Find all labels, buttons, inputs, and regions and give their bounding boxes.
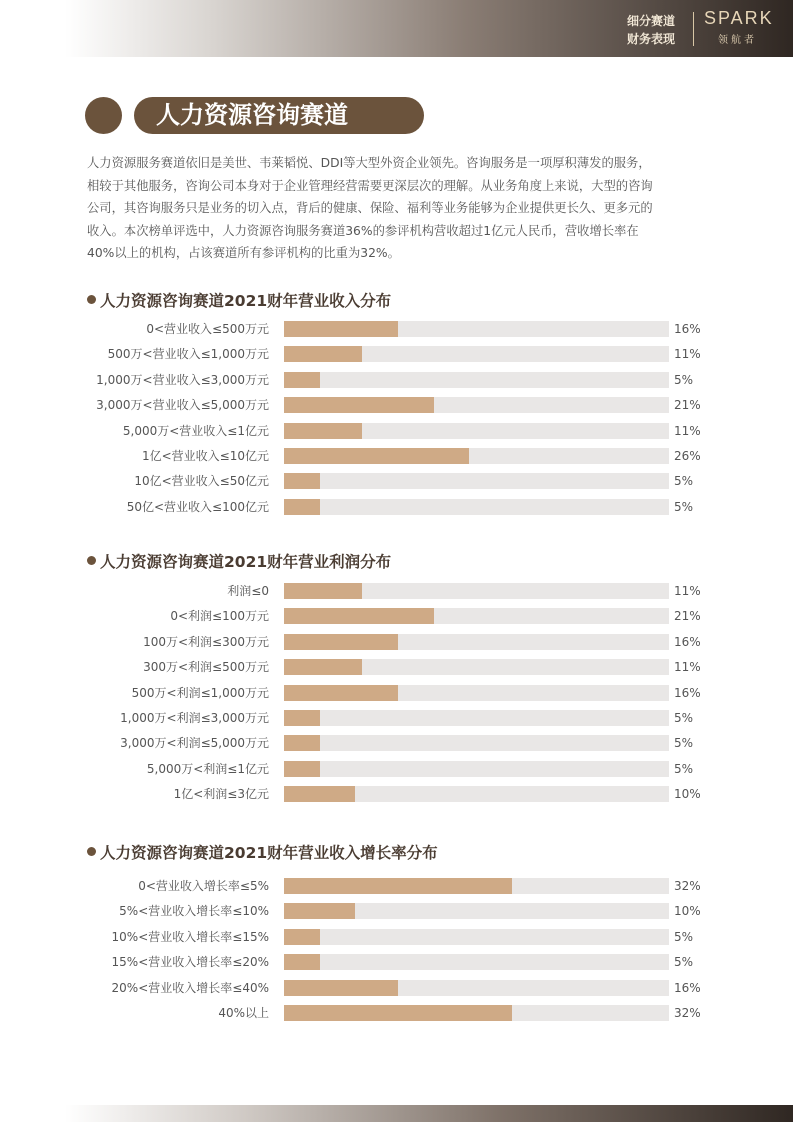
value-label: 5% xyxy=(674,736,694,751)
spark-logo: SPARK xyxy=(704,8,774,28)
category-label: 5,000万<营业收入≤1亿元 xyxy=(122,423,269,438)
value-label: 10% xyxy=(674,787,701,802)
value-label: 16% xyxy=(674,322,701,336)
bullet-icon xyxy=(87,556,96,565)
bar-track xyxy=(284,903,669,919)
category-label: 0<利润≤100万元 xyxy=(170,609,269,624)
intro-line: 相较于其他服务，咨询公司本身对于企业管理经营需要更深层次的理解。从业务角度上来说，大型的咨询 xyxy=(87,178,653,193)
category-label: 50亿<营业收入≤100亿元 xyxy=(126,499,269,514)
bar xyxy=(284,786,355,802)
bar xyxy=(284,423,362,439)
category-label: 1,000万<营业收入≤3,000万元 xyxy=(96,372,269,387)
bar-row xyxy=(80,583,720,599)
category-label: 15%<营业收入增长率≤20% xyxy=(111,955,269,970)
category-label: 10亿<营业收入≤50亿元 xyxy=(134,474,269,489)
value-label: 16% xyxy=(674,685,701,700)
section-tag-line1: 细分赛道 xyxy=(627,14,676,28)
bullet-icon xyxy=(87,847,96,856)
value-label: 16% xyxy=(674,980,701,995)
bar-track xyxy=(284,1005,669,1021)
bar-track xyxy=(284,499,669,515)
category-label: 1,000万<利润≤3,000万元 xyxy=(120,711,269,725)
bar-track xyxy=(284,473,669,489)
chart-title-growth xyxy=(87,841,438,863)
page-title: 人力资源咨询赛道 xyxy=(134,97,424,134)
bar-row xyxy=(80,1005,720,1021)
value-label: 11% xyxy=(674,660,701,675)
intro-line: 收入。本次榜单评选中，人力资源咨询服务赛道36%的参评机构营收超过1亿元人民币，营收增长率在 xyxy=(87,223,639,238)
category-label: 0<营业收入增长率≤5% xyxy=(138,879,269,893)
bar-track xyxy=(284,448,669,464)
bar-row xyxy=(80,980,720,996)
value-label: 11% xyxy=(674,584,701,598)
category-label: 20%<营业收入增长率≤40% xyxy=(111,980,269,995)
value-label: 26% xyxy=(674,449,701,463)
bar-row xyxy=(80,346,720,362)
value-label: 5% xyxy=(674,474,694,489)
category-label: 40%以上 xyxy=(218,1006,269,1020)
section-tag-line2: 财务表现 xyxy=(627,32,676,46)
category-label: 100万<利润≤300万元 xyxy=(143,634,269,649)
bar xyxy=(284,735,320,751)
bar xyxy=(284,634,398,650)
bar xyxy=(284,608,434,624)
bar-track xyxy=(284,878,669,894)
bar-row xyxy=(80,608,720,624)
bar xyxy=(284,903,355,919)
value-label: 21% xyxy=(674,398,701,413)
header-band xyxy=(65,0,793,57)
bar-row xyxy=(80,372,720,388)
bar-row xyxy=(80,786,720,802)
bar xyxy=(284,659,362,675)
category-label: 1亿<营业收入≤10亿元 xyxy=(141,449,269,463)
category-label: 5%<营业收入增长率≤10% xyxy=(119,904,269,919)
bar-row xyxy=(80,659,720,675)
bar xyxy=(284,448,469,464)
bar-row xyxy=(80,499,720,515)
bar-track xyxy=(284,929,669,945)
bar xyxy=(284,1005,512,1021)
bar-row xyxy=(80,423,720,439)
bar-track xyxy=(284,346,669,362)
value-label: 32% xyxy=(674,879,701,893)
chart-title-text: 人力资源咨询赛道2021财年营业利润分布 xyxy=(100,553,392,571)
chart-title-text: 人力资源咨询赛道2021财年营业收入增长率分布 xyxy=(100,844,438,862)
bar-row xyxy=(80,761,720,777)
bullet-icon xyxy=(87,295,96,304)
bar-row xyxy=(80,685,720,701)
value-label: 10% xyxy=(674,904,701,919)
footer-band xyxy=(65,1105,793,1122)
bar-row xyxy=(80,473,720,489)
value-label: 5% xyxy=(674,711,694,725)
category-label: 1亿<利润≤3亿元 xyxy=(173,787,269,802)
value-label: 32% xyxy=(674,1006,701,1020)
bar-track xyxy=(284,710,669,726)
bar xyxy=(284,321,398,337)
category-label: 500万<利润≤1,000万元 xyxy=(131,685,269,700)
chart-title-revenue xyxy=(87,289,391,311)
bar-track xyxy=(284,397,669,413)
bar xyxy=(284,761,320,777)
category-label: 10%<营业收入增长率≤15% xyxy=(111,929,269,944)
bar-row xyxy=(80,735,720,751)
bar-row xyxy=(80,634,720,650)
bar-track xyxy=(284,659,669,675)
bar-track xyxy=(284,423,669,439)
bar-row xyxy=(80,954,720,970)
bar-track xyxy=(284,321,669,337)
bar-track xyxy=(284,761,669,777)
bar xyxy=(284,878,512,894)
intro-line: 人力资源服务赛道依旧是美世、韦莱韬悦、DDI等大型外资企业领先。咨询服务是一项厚积薄发的服务， xyxy=(87,156,651,170)
category-label: 0<营业收入≤500万元 xyxy=(146,322,269,336)
bar-row xyxy=(80,878,720,894)
chart-title-text: 人力资源咨询赛道2021财年营业收入分布 xyxy=(100,292,392,310)
bar xyxy=(284,397,434,413)
category-label: 3,000万<利润≤5,000万元 xyxy=(120,736,269,751)
bar xyxy=(284,710,320,726)
bar-track xyxy=(284,786,669,802)
bar-track xyxy=(284,980,669,996)
intro-line: 公司，其咨询服务只是业务的切入点，背后的健康、保险、福利等业务能够为企业提供更长久、更多元的 xyxy=(87,201,653,215)
bar-row xyxy=(80,397,720,413)
bar-track xyxy=(284,583,669,599)
value-label: 11% xyxy=(674,347,701,362)
value-label: 5% xyxy=(674,761,694,776)
intro-paragraph xyxy=(87,152,707,265)
category-label: 5,000万<利润≤1亿元 xyxy=(146,761,269,776)
bar xyxy=(284,372,320,388)
value-label: 5% xyxy=(674,929,694,944)
bar-track xyxy=(284,608,669,624)
bar-track xyxy=(284,372,669,388)
value-label: 5% xyxy=(674,372,694,387)
bar-row xyxy=(80,321,720,337)
bar-row xyxy=(80,903,720,919)
bar-row xyxy=(80,929,720,945)
bar-row xyxy=(80,448,720,464)
bar xyxy=(284,929,320,945)
bar xyxy=(284,583,362,599)
spark-logo-subtitle: 领航者 xyxy=(718,35,757,46)
category-label: 3,000万<营业收入≤5,000万元 xyxy=(96,398,269,413)
bar-track xyxy=(284,954,669,970)
section-tag xyxy=(627,12,675,48)
bar xyxy=(284,954,320,970)
title-circle-icon xyxy=(85,97,122,134)
category-label: 300万<利润≤500万元 xyxy=(143,660,269,675)
bar-track xyxy=(284,634,669,650)
bar xyxy=(284,346,362,362)
bar-track xyxy=(284,685,669,701)
bar-row xyxy=(80,710,720,726)
category-label: 利润≤0 xyxy=(227,584,269,598)
intro-line: 40%以上的机构，占该赛道所有参评机构的比重为32%。 xyxy=(87,246,400,260)
bar xyxy=(284,980,398,996)
category-label: 500万<营业收入≤1,000万元 xyxy=(107,347,269,362)
bar-track xyxy=(284,735,669,751)
bar xyxy=(284,685,398,701)
value-label: 21% xyxy=(674,609,701,624)
bar xyxy=(284,473,320,489)
value-label: 11% xyxy=(674,423,701,438)
bar xyxy=(284,499,320,515)
value-label: 16% xyxy=(674,634,701,649)
header-divider xyxy=(693,12,694,46)
value-label: 5% xyxy=(674,499,694,514)
chart-title-profit xyxy=(87,550,391,572)
value-label: 5% xyxy=(674,955,694,970)
